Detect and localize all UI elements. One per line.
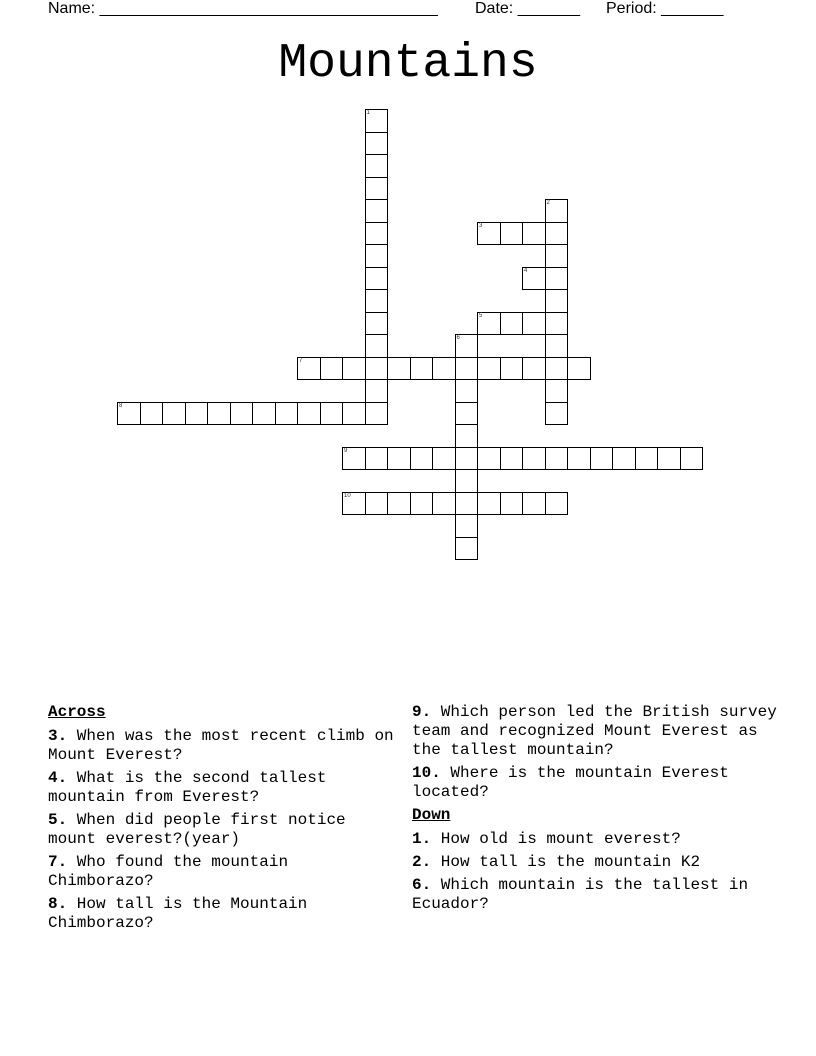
- cell-number: 2: [546, 200, 550, 206]
- crossword-cell[interactable]: [545, 379, 569, 403]
- crossword-cell[interactable]: [387, 447, 411, 471]
- crossword-cell[interactable]: [567, 357, 591, 381]
- across-clue: 3. When was the most recent climb on Mount Everest?: [48, 727, 394, 764]
- crossword-cell[interactable]: [455, 424, 479, 448]
- name-field[interactable]: Name: ______________________________________: [48, 0, 438, 17]
- crossword-cell[interactable]: [342, 402, 366, 426]
- clues-right-column: [412, 703, 782, 918]
- crossword-cell[interactable]: [365, 402, 389, 426]
- crossword-cell[interactable]: [365, 109, 389, 133]
- cell-number: 8: [119, 402, 123, 409]
- crossword-cell[interactable]: [455, 402, 479, 426]
- crossword-cell[interactable]: [230, 402, 254, 426]
- across-clue: 7. Who found the mountain Chimborazo?: [48, 853, 289, 890]
- clue-number: 6.: [412, 876, 432, 894]
- crossword-cell[interactable]: [635, 447, 659, 471]
- crossword-cell[interactable]: [207, 402, 231, 426]
- crossword-cell[interactable]: [477, 447, 501, 471]
- crossword-cell[interactable]: [545, 267, 569, 291]
- crossword-cell[interactable]: [432, 357, 456, 381]
- crossword-cell[interactable]: [365, 177, 389, 201]
- crossword-cell[interactable]: [545, 492, 569, 516]
- clue-number: 9.: [412, 703, 432, 721]
- clue-number: 1.: [412, 830, 432, 848]
- crossword-cell[interactable]: [455, 514, 479, 538]
- crossword-cell[interactable]: [590, 447, 614, 471]
- crossword-cell[interactable]: [365, 447, 389, 471]
- crossword-cell[interactable]: [522, 447, 546, 471]
- crossword-cell[interactable]: [522, 312, 546, 336]
- crossword-cell[interactable]: [455, 379, 479, 403]
- across-clue: 5. When did people first notice mount everest?(year): [48, 811, 346, 848]
- date-field[interactable]: Date: _______: [475, 0, 580, 17]
- down-clue: 1. How old is mount everest?: [412, 830, 681, 848]
- cell-number: 9: [344, 447, 348, 454]
- crossword-cell[interactable]: [365, 379, 389, 403]
- crossword-cell[interactable]: [185, 402, 209, 426]
- crossword-cell[interactable]: [410, 447, 434, 471]
- puzzle-title: Mountains: [278, 37, 538, 91]
- clue-number: 10.: [412, 764, 441, 782]
- clue-number: 3.: [48, 727, 68, 745]
- crossword-cell[interactable]: [545, 357, 569, 381]
- crossword-cell[interactable]: [545, 402, 569, 426]
- crossword-cell[interactable]: [500, 312, 524, 336]
- cell-number: 5: [479, 312, 483, 319]
- crossword-cell[interactable]: [567, 447, 591, 471]
- crossword-cell[interactable]: [320, 402, 344, 426]
- cell-number: 7: [299, 357, 303, 364]
- crossword-cell[interactable]: [365, 222, 389, 246]
- crossword-cell[interactable]: [387, 492, 411, 516]
- crossword-cell[interactable]: [432, 492, 456, 516]
- crossword-cell[interactable]: [522, 357, 546, 381]
- clues-left-column: [48, 703, 400, 937]
- crossword-cell[interactable]: [477, 312, 501, 336]
- crossword-cell[interactable]: [477, 492, 501, 516]
- crossword-cell[interactable]: [477, 222, 501, 246]
- across-heading: Across: [48, 703, 106, 721]
- crossword-cell[interactable]: [410, 492, 434, 516]
- crossword-cell[interactable]: [140, 402, 164, 426]
- crossword-cell[interactable]: [455, 469, 479, 493]
- crossword-cell[interactable]: [162, 402, 186, 426]
- crossword-cell[interactable]: [365, 199, 389, 223]
- crossword-cell[interactable]: [297, 357, 321, 381]
- crossword-cell[interactable]: [545, 447, 569, 471]
- cell-number: 6: [456, 335, 460, 341]
- period-field[interactable]: Period: _______: [606, 0, 724, 17]
- crossword-cell[interactable]: [365, 154, 389, 178]
- clue-number: 4.: [48, 769, 68, 787]
- crossword-cell[interactable]: [500, 222, 524, 246]
- cell-number: 4: [524, 267, 528, 274]
- crossword-cell[interactable]: [432, 447, 456, 471]
- down-clue: 2. How tall is the mountain K2: [412, 853, 701, 871]
- crossword-cell[interactable]: [342, 447, 366, 471]
- crossword-cell[interactable]: [477, 357, 501, 381]
- crossword-cell[interactable]: [500, 492, 524, 516]
- clue-number: 5.: [48, 811, 68, 829]
- crossword-cell[interactable]: [500, 447, 524, 471]
- crossword-cell[interactable]: [455, 492, 479, 516]
- crossword-cell[interactable]: [365, 492, 389, 516]
- crossword-cell[interactable]: [342, 492, 366, 516]
- crossword-cell[interactable]: [365, 267, 389, 291]
- crossword-cell[interactable]: [365, 289, 389, 313]
- crossword-cell[interactable]: [522, 492, 546, 516]
- crossword-cell[interactable]: [365, 244, 389, 268]
- across-clue: 4. What is the second tallest mountain from Everest?: [48, 769, 327, 806]
- cell-number: 3: [479, 222, 483, 229]
- down-clue: 6. Which mountain is the tallest in Ecuador?: [412, 876, 749, 913]
- crossword-cell[interactable]: [657, 447, 681, 471]
- crossword-cell[interactable]: [365, 132, 389, 156]
- crossword-cell[interactable]: [275, 402, 299, 426]
- crossword-cell[interactable]: [365, 312, 389, 336]
- clue-number: 8.: [48, 895, 68, 913]
- crossword-cell[interactable]: [252, 402, 276, 426]
- crossword-cell[interactable]: [522, 267, 546, 291]
- crossword-cell[interactable]: [545, 244, 569, 268]
- crossword-cell[interactable]: [455, 537, 479, 561]
- crossword-cell[interactable]: [365, 357, 389, 381]
- crossword-cell[interactable]: [545, 289, 569, 313]
- cell-number: 10: [344, 492, 351, 499]
- crossword-cell[interactable]: [545, 334, 569, 358]
- crossword-cell[interactable]: [545, 312, 569, 336]
- crossword-cell[interactable]: [500, 357, 524, 381]
- clue-number: 7.: [48, 853, 68, 871]
- clue-number: 2.: [412, 853, 432, 871]
- crossword-cell[interactable]: [680, 447, 704, 471]
- crossword-cell[interactable]: [387, 357, 411, 381]
- crossword-cell[interactable]: [455, 357, 479, 381]
- crossword-cell[interactable]: [342, 357, 366, 381]
- across-clue: 10. Where is the mountain Everest located?: [412, 764, 729, 801]
- down-heading: Down: [412, 806, 451, 824]
- crossword-cell[interactable]: [365, 334, 389, 358]
- across-clue: 8. How tall is the Mountain Chimborazo?: [48, 895, 308, 932]
- crossword-cell[interactable]: [545, 222, 569, 246]
- crossword-cell[interactable]: [297, 402, 321, 426]
- crossword-cell[interactable]: [320, 357, 344, 381]
- crossword-cell[interactable]: [455, 447, 479, 471]
- crossword-cell[interactable]: [410, 357, 434, 381]
- across-clue: 9. Which person led the British survey team and recognized Mount Everest as the tallest mountain?: [412, 703, 777, 759]
- crossword-cell[interactable]: [117, 402, 141, 426]
- cell-number: 1: [366, 110, 370, 116]
- crossword-cell[interactable]: [612, 447, 636, 471]
- crossword-cell[interactable]: [522, 222, 546, 246]
- crossword-cell[interactable]: [455, 334, 479, 358]
- crossword-cell[interactable]: [545, 199, 569, 223]
